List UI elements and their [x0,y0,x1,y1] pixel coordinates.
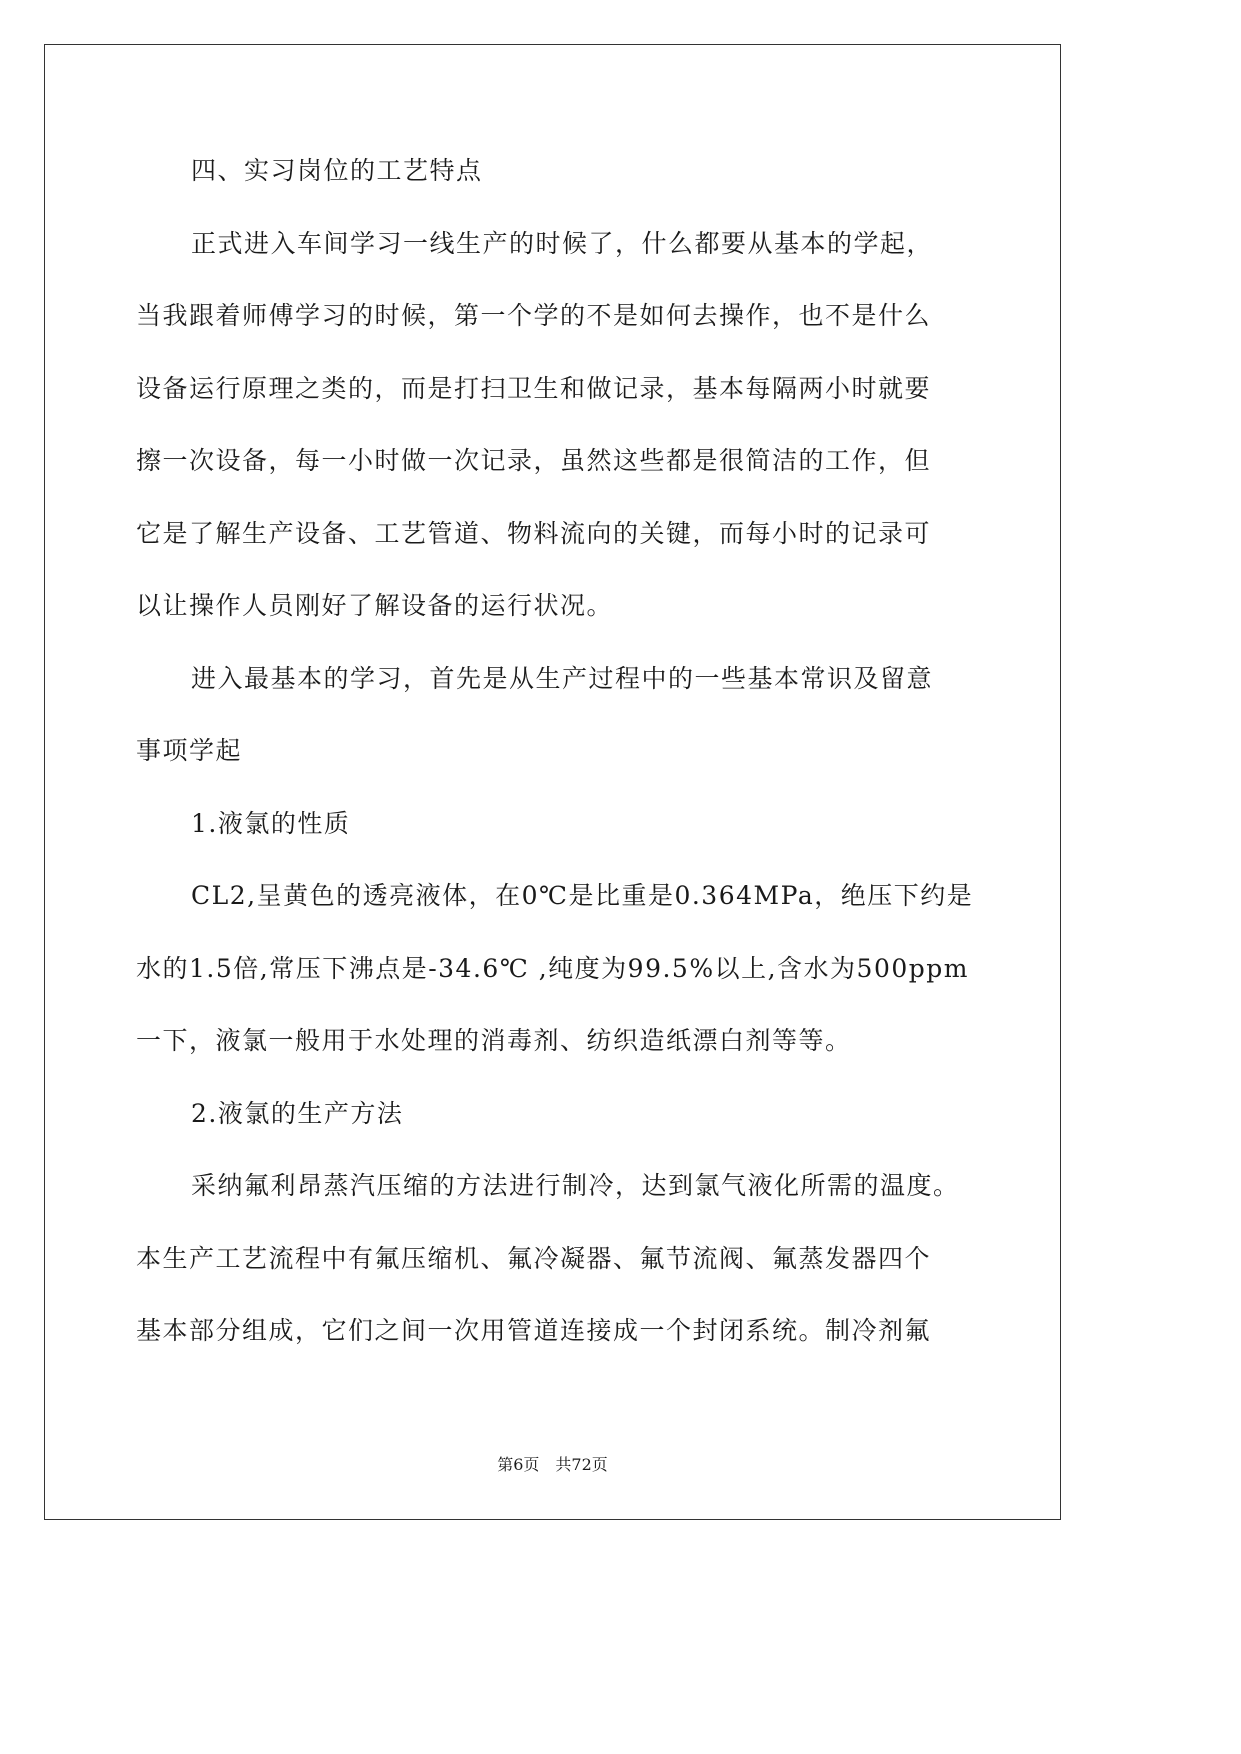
paragraph-line: CL2,呈黄色的透亮液体，在0℃是比重是0.364MPa，绝压下约是 [191,881,974,910]
paragraph-line: 水的1.5倍,常压下沸点是-34.6℃ ,纯度为99.5%以上,含水为500ppm [136,953,969,983]
paragraph-line: 采纳氟利昂蒸汽压缩的方法进行制冷，达到氯气液化所需的温度。 [191,1171,960,1200]
paragraph-line: 事项学起 [136,736,243,765]
paragraph-line: 基本部分组成，它们之间一次用管道连接成一个封闭系统。制冷剂氟 [136,1316,932,1345]
subsection-heading: 2.液氯的生产方法 [191,1098,404,1128]
paragraph-line: 进入最基本的学习，首先是从生产过程中的一些基本常识及留意 [191,663,934,693]
paragraph-line: 正式进入车间学习一线生产的时候了，什么都要从基本的学起， [191,228,934,258]
paragraph-line: 擦一次设备，每一小时做一次记录，虽然这些都是很简洁的工作，但 [136,446,932,475]
paragraph-line: 它是了解生产设备、工艺管道、物料流向的关键，而每小时的记录可 [136,518,932,548]
paragraph-line: 以让操作人员刚好了解设备的运行状况。 [136,591,614,620]
paragraph-line: 当我跟着师傅学习的时候，第一个学的不是如何去操作，也不是什么 [136,301,932,330]
document-body [136,145,976,1378]
paragraph-line: 设备运行原理之类的，而是打扫卫生和做记录，基本每隔两小时就要 [136,373,932,403]
paragraph-line: 本生产工艺流程中有氟压缩机、氟冷凝器、氟节流阀、氟蒸发器四个 [136,1243,932,1273]
page-number-footer: 第6页 共72页 [497,1455,608,1474]
subsection-heading: 1.液氯的性质 [191,808,351,838]
paragraph-line: 一下，液氯一般用于水处理的消毒剂、纺织造纸漂白剂等等。 [136,1026,852,1055]
section-heading: 四、实习岗位的工艺特点 [191,156,483,185]
